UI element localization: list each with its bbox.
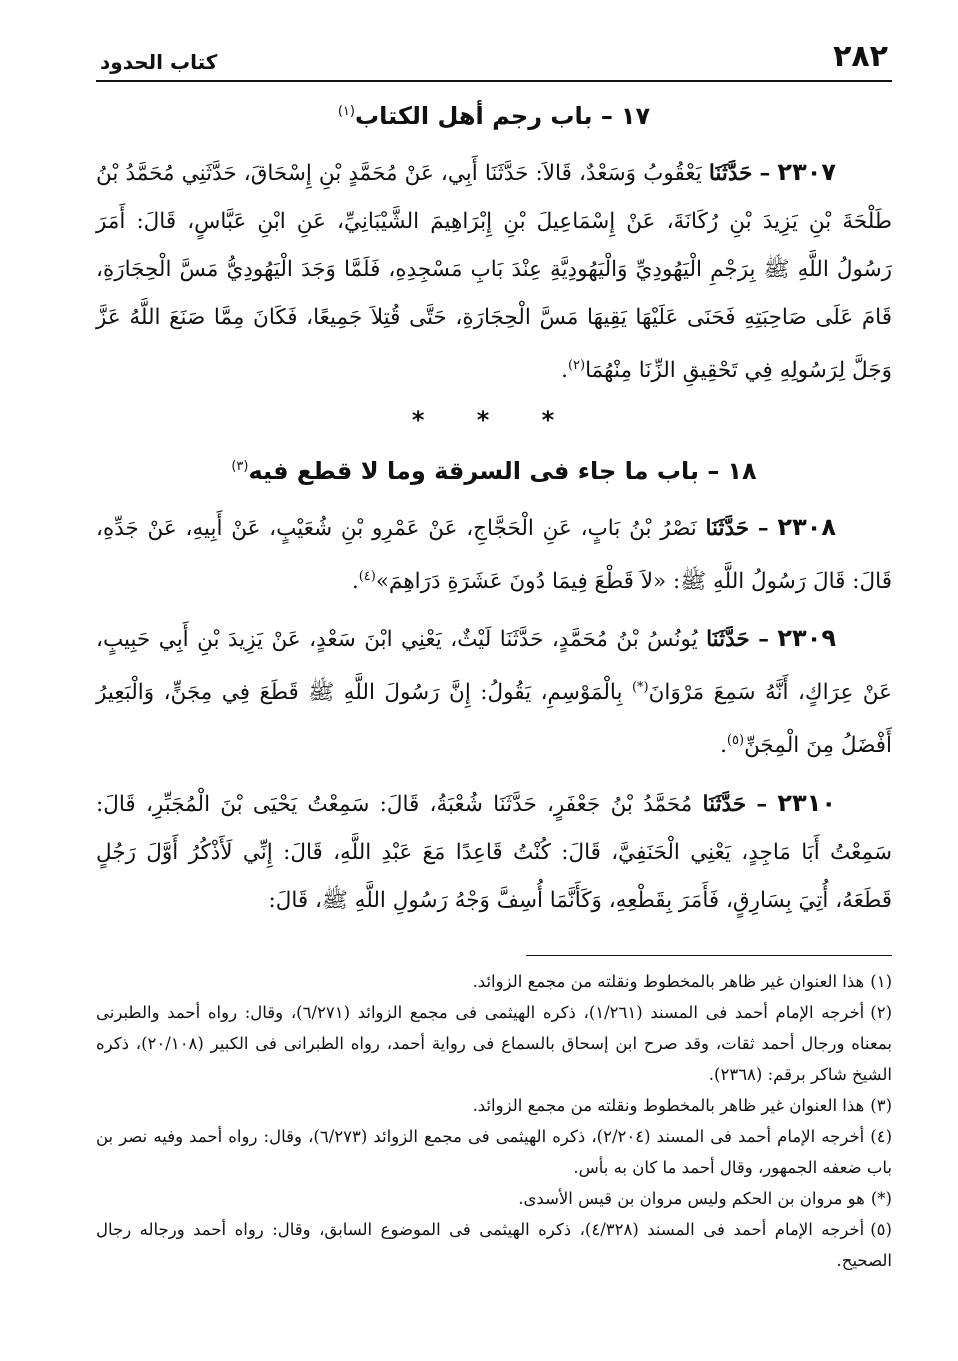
footnote-3 <box>96 1090 892 1121</box>
hadith-dash: – <box>758 627 769 653</box>
hadith-end: . <box>720 733 727 759</box>
hadith-2309 <box>96 614 892 770</box>
hadith-number: ٢٣٠٧ <box>777 158 837 186</box>
hadith-dash: – <box>756 791 768 817</box>
chapter-title-text: – باب ما جاء فى السرقة وما لا قطع فيه <box>248 457 720 486</box>
chapter-number: ١٧ <box>620 102 651 130</box>
hadith-number: ٢٣٠٨ <box>777 513 837 542</box>
chapter-18-title <box>96 447 892 491</box>
hadith-2308 <box>96 503 892 606</box>
footnote-ref: (٢) <box>567 358 586 373</box>
hadith-text: يَعْقُوبُ وَسَعْدٌ، قَالاَ: حَدَّثَنَا أَبِي، عَنْ مُحَمَّدٍ بْنِ إِسْحَاقَ، حَدَّثَنِي مُحَمَّدُ بْنُ طَلْحَةَ بْنِ يَزِيدَ بْنِ رُكَانَةَ، عَنْ إِسْمَاعِيلَ بْنِ إِبْرَاهِيمَ الشَّيْبَانِيِّ، عَنِ ابْنِ عَبَّاسٍ، قَالَ: أَمَرَ رَسُولُ اللَّهِ ﷺ بِرَجْمِ الْيَهُودِيِّ وَالْيَهُودِيَّةِ عِنْدَ بَابِ مَسْجِدِهِ، فَلَمَّا وَجَدَ الْيَهُودِيُّ مَسَّ الْحِجَارَةِ، قَامَ عَلَى صَاحِبَتِهِ فَحَنَى عَلَيْهَا يَقِيهَا مَسَّ الْحِجَارَةِ، حَتَّى قُتِلاَ جَمِيعًا، فَكَانَ مِمَّا صَنَعَ اللَّهُ عَزَّ وَجَلَّ لِرَسُولِهِ فِي تَحْقِيقِ الزِّنَا مِنْهُمَا <box>96 161 892 384</box>
running-title: كتاب الحدود <box>100 50 218 74</box>
hadith-2307 <box>96 148 892 395</box>
footnote-number: (٣) <box>870 1095 892 1115</box>
hadith-opener: حَدَّثَنَا <box>705 516 750 542</box>
footnote-number: (*) <box>870 1188 892 1208</box>
footnote-5 <box>96 1214 892 1276</box>
footnote-ref: (٤) <box>358 569 376 585</box>
hadith-dash: – <box>757 516 769 542</box>
hadith-text: مُحَمَّدُ بْنُ جَعْفَرٍ، حَدَّثَنَا شُعْبَةُ، قَالَ: سَمِعْتُ يَحْيَى بْنَ الْمُجَبِّرِ، قَالَ: سَمِعْتُ أَبَا مَاجِدٍ، يَعْنِي الْحَنَفِيَّ، قَالَ: كُنْتُ قَاعِدًا مَعَ عَبْدِ اللَّهِ، قَالَ: إِنِّي لَأَذْكُرُ أَوَّلَ رَجُلٍ قَطَعَهُ، أُتِيَ بِسَارِقٍ، فَأَمَرَ بِقَطْعِهِ، وَكَأَنَّمَا أُسِفَّ وَجْهُ رَسُولِ اللَّهِ ﷺ، قَالَ: <box>96 791 892 913</box>
footnotes <box>96 966 892 1276</box>
hadith-opener: حَدَّثَنَا <box>706 627 750 653</box>
section-separator: * * * <box>411 406 577 435</box>
footnote-number: (١) <box>870 971 892 991</box>
hadith-end: . <box>351 569 359 595</box>
footnote-ref: (٣) <box>231 459 249 475</box>
footnote-1 <box>96 966 892 997</box>
page-number: ٢٨٢ <box>833 39 888 74</box>
footnote-4 <box>96 1121 892 1183</box>
hadith-number: ٢٣١٠ <box>777 788 836 817</box>
footnote-text: هذا العنوان غير ظاهر بالمخطوط ونقلته من مجمع الزوائد. <box>472 971 865 991</box>
hadith-2310 <box>96 779 892 925</box>
hadith-text-part-1: يُونُسُ بْنُ مُحَمَّدٍ، حَدَّثَنَا لَيْثٌ، يَعْنِي ابْنَ سَعْدٍ، عَنْ يَزِيدَ بْنِ أَبِي حَبِيبٍ، عَنْ عِرَاكٍ، أَنَّهُ سَمِعَ مَرْوَانَ <box>96 627 892 706</box>
hadith-opener: حَدَّثَنَا <box>702 791 747 817</box>
chapter-title-text: – باب رجم أهل الكتاب <box>354 102 613 130</box>
footnote-number: (٤) <box>870 1126 893 1146</box>
footnote-text: أخرجه الإمام أحمد فى المسند (٢/٢٠٤)، ذكره الهيثمى فى مجمع الزوائد (٦/٢٧٣)، وقال: رواه أحمد وفيه نصر بن باب ضعفه الجمهور، وقال أحمد ما كان به بأس. <box>96 1126 892 1177</box>
hadith-opener: حَدَّثَنَا <box>708 161 753 186</box>
footnote-text: أخرجه الإمام أحمد فى المسند (٤/٣٢٨)، ذكره الهيثمى فى الموضوع السابق، وقال: رواه أحمد ورجاله رجال الصحيح. <box>96 1219 892 1270</box>
hadith-text-part-2: بِالْمَوْسِمِ، يَقُولُ: إِنَّ رَسُولَ اللَّهِ ﷺ قَطَعَ فِي مِجَنٍّ، وَالْبَعِيرُ أَفْضَلُ مِنَ الْمِجَنِّ <box>96 680 892 759</box>
footnote-number: (٢) <box>870 1002 892 1022</box>
footnote-2 <box>96 997 892 1090</box>
footnote-ref-star: (*) <box>631 680 649 696</box>
footnote-ref: (٥) <box>726 733 745 749</box>
page-header <box>96 36 892 82</box>
hadith-end: . <box>561 358 568 384</box>
hadith-number: ٢٣٠٩ <box>777 624 836 653</box>
footnote-text: أخرجه الإمام أحمد فى المسند (١/٢٦١)، ذكره الهيثمى فى مجمع الزوائد (٦/٢٧١)، وقال: رواه أحمد والطبرنى بمعناه ورجال أحمد ثقات، وقد صرح ابن إسحاق بالسماع فى رواية أحمد، رواه الطبرانى فى الكبير (٢٠/١٠٨)، ذكره الشيخ شاكر برقم: (٢٣٦٨). <box>96 1002 893 1084</box>
footnote-number: (٥) <box>870 1219 892 1239</box>
footnote-ref: (١) <box>337 104 355 119</box>
footnote-text: هو مروان بن الحكم وليس مروان بن قيس الأسدى. <box>518 1188 865 1208</box>
footnote-star <box>96 1183 892 1214</box>
footnote-divider <box>526 955 892 956</box>
hadith-dash: – <box>759 161 771 186</box>
footnote-text: هذا العنوان غير ظاهر بالمخطوط ونقلته من مجمع الزوائد. <box>472 1095 865 1115</box>
chapter-17-title <box>96 92 892 136</box>
hadith-text: نَصْرُ بْنُ بَابٍ، عَنِ الْحَجَّاجِ، عَنْ عَمْرِو بْنِ شُعَيْبٍ، عَنْ أَبِيهِ، عَنْ جَدِّهِ، قَالَ: قَالَ رَسُولُ اللَّهِ ﷺ: «لاَ قَطْعَ فِيمَا دُونَ عَشَرَةِ دَرَاهِمَ» <box>96 516 892 595</box>
chapter-number: ١٨ <box>727 457 757 486</box>
